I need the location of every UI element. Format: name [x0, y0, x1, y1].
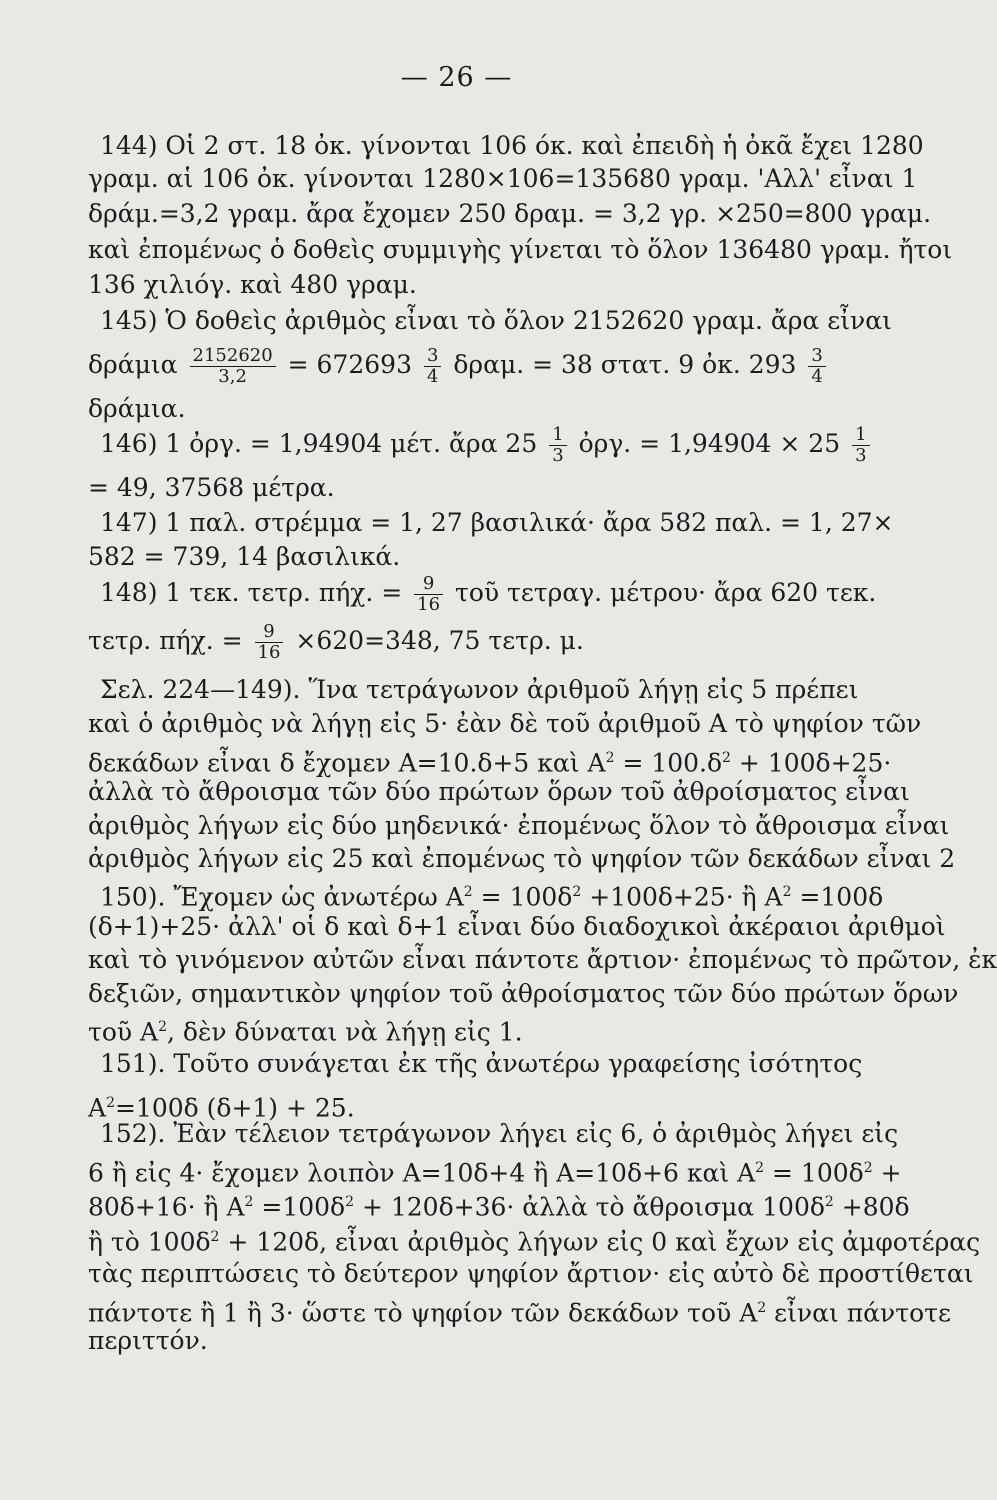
- text-segment: , δὲν δύναται νὰ λήγῃ εἰς 1.: [167, 1017, 523, 1047]
- superscript: 2: [605, 750, 615, 766]
- fraction: $\frac{2152620}{3,2}$: [190, 346, 276, 387]
- text-segment: 148) 1 τεκ. τετρ. πήχ. =: [100, 578, 403, 607]
- text-line: περιττόν.: [88, 1326, 208, 1355]
- text-line: δράμια.: [88, 394, 186, 423]
- text-segment: τετρ. πήχ. =: [88, 626, 243, 655]
- text-line: [88, 1186, 910, 1223]
- text-segment: = 100δ: [772, 1158, 864, 1188]
- superscript: 2: [106, 1095, 115, 1111]
- text-segment: τοῦ τετραγ. μέτρου· ἄρα 620 τεκ.: [455, 578, 877, 607]
- text-segment: +80δ: [841, 1192, 910, 1222]
- text-segment: δραμ. = 38 στατ. 9 ὀκ. 293: [453, 350, 797, 379]
- text-segment: τοῦ Α: [88, 1017, 159, 1047]
- superscript: 2: [244, 1194, 254, 1210]
- text-line: [88, 1152, 902, 1189]
- fraction: $\frac{3}{4}$: [424, 346, 441, 387]
- page-number: — 26 —: [400, 62, 513, 93]
- text-line: [100, 876, 890, 913]
- fraction: $\frac{9}{16}$: [414, 574, 443, 615]
- fraction: $\frac{1}{3}$: [549, 425, 566, 466]
- text-line: [100, 425, 890, 466]
- text-line: γραμ. αἱ 106 ὀκ. γίνονται 1280×106=135680 γραμ. 'Αλλ' εἶναι 1: [88, 164, 918, 193]
- text-line: = 49, 37568 μέτρα.: [88, 473, 335, 502]
- text-line: ἀριθμὸς λήγων εἰς 25 καὶ ἐπομένως τὸ ψηφίον τῶν δεκάδων εἶναι 2: [88, 844, 956, 873]
- superscript: 2: [345, 1194, 355, 1210]
- text-line: δράμ.=3,2 γραμ. ἄρα ἔχομεν 250 δραμ. = 3,2 γρ. ×250=800 γραμ.: [88, 199, 932, 228]
- text-line: 147) 1 παλ. στρέμμα = 1, 27 βασιλικά· ἄρα 582 παλ. = 1, 27×: [100, 508, 894, 537]
- text-segment: 150). Ἔχομεν ὡς ἀνωτέρω Α: [100, 882, 464, 912]
- text-segment: ἢ τὸ 100δ: [88, 1227, 211, 1257]
- text-segment: +: [880, 1158, 902, 1188]
- text-line: [88, 1292, 951, 1329]
- text-line: 145) Ὁ δοθεὶς ἀριθμὸς εἶναι τὸ ὅλον 2152620 γραμ. ἄρα εἶναι: [100, 306, 892, 335]
- text-segment: 80δ+16· ἢ Α: [88, 1192, 245, 1222]
- superscript: 2: [210, 1229, 220, 1245]
- text-segment: + 120δ+36· ἀλλὰ τὸ ἄθροισμα 100δ: [361, 1192, 825, 1222]
- text-line: ἀριθμὸς λήγων εἰς δύο μηδενικά· ἐπομένως ὅλον τὸ ἄθροισμα εἶναι: [88, 811, 950, 840]
- text-segment: ὀργ. = 1,94904 × 25: [578, 429, 841, 458]
- text-line: 136 χιλιόγ. καὶ 480 γραμ.: [88, 270, 417, 299]
- text-line: καὶ ὁ ἀριθμὸς νὰ λήγῃ εἰς 5· ἐὰν δὲ τοῦ ἀριθμοῦ Α τὸ ψηφίον τῶν: [88, 709, 922, 738]
- superscript: 2: [463, 884, 473, 900]
- text-line: καὶ τὸ γινόμενον αὐτῶν εἶναι πάντοτε ἄρτιον· ἐπομένως τὸ πρῶτον, ἐκ: [88, 945, 997, 974]
- text-segment: 6 ἢ εἰς 4· ἔχομεν λοιπὸν Α=10δ+4 ἢ Α=10δ+6 καὶ Α: [88, 1158, 756, 1188]
- text-line: ἀλλὰ τὸ ἄθροισμα τῶν δύο πρώτων ὅρων τοῦ ἀθροίσματος εἶναι: [88, 777, 910, 806]
- text-segment: δεκάδων εἶναι δ ἔχομεν Α=10.δ+5 καὶ Α: [88, 748, 606, 778]
- text-segment: ×620=348, 75 τετρ. μ.: [295, 626, 584, 655]
- text-line: τὰς περιπτώσεις τὸ δεύτερον ψηφίον ἄρτιον· εἰς αὐτὸ δὲ προστίθεται: [88, 1259, 974, 1288]
- text-line: Σελ. 224—149). Ἵνα τετράγωνον ἀριθμοῦ λήγῃ εἰς 5 πρέπει: [100, 675, 859, 704]
- text-segment: =100δ: [799, 882, 884, 912]
- text-line: 151). Τοῦτο συνάγεται ἐκ τῆς ἀνωτέρω γραφείσης ἰσότητος: [100, 1049, 863, 1078]
- text-segment: =100δ (δ+1) + 25.: [114, 1093, 355, 1123]
- superscript: 2: [158, 1019, 168, 1035]
- text-segment: =100δ: [261, 1192, 346, 1222]
- text-segment: πάντοτε ἢ 1 ἢ 3· ὥστε τὸ ψηφίον τῶν δεκάδων τοῦ Α: [88, 1298, 758, 1328]
- superscript: 2: [755, 1160, 765, 1176]
- text-segment: + 120δ, εἶναι ἀριθμὸς λήγων εἰς 0 καὶ ἔχων εἰς ἀμφοτέρας: [227, 1227, 981, 1257]
- text-segment: = 100.δ: [622, 748, 723, 778]
- fraction: $\frac{9}{16}$: [255, 622, 284, 663]
- text-line: καὶ ἐπομένως ὁ δοθεὶς συμμιγὴς γίνεται τὸ ὅλον 136480 γραμ. ἤτοι: [88, 235, 953, 264]
- text-segment: = 100δ: [480, 882, 573, 912]
- text-segment: = 672693: [287, 350, 412, 379]
- fraction: $\frac{3}{4}$: [808, 346, 825, 387]
- text-line: [88, 742, 892, 779]
- text-line: 152). Ἐὰν τέλειον τετράγωνον λήγει εἰς 6, ὁ ἀριθμὸς λήγει εἰς: [100, 1119, 899, 1148]
- superscript: 2: [824, 1194, 834, 1210]
- text-line: δεξιῶν, σημαντικὸν ψηφίον τοῦ ἀθροίσματος τῶν δύο πρώτων ὅρων: [88, 979, 959, 1008]
- text-segment: +100δ+25· ἢ Α: [589, 882, 783, 912]
- text-line: (δ+1)+25· ἀλλ' οἱ δ καὶ δ+1 εἶναι δύο διαδοχικοὶ ἀκέραιοι ἀριθμοὶ: [88, 912, 946, 941]
- text-line: [88, 1011, 878, 1048]
- text-segment: Α: [88, 1093, 107, 1123]
- superscript: 2: [782, 884, 792, 900]
- text-line: 144) Οἱ 2 στ. 18 ὀκ. γίνονται 106 όκ. καὶ ἐπειδὴ ἡ ὀκᾶ ἔχει 1280: [100, 131, 924, 160]
- superscript: 2: [863, 1160, 873, 1176]
- text-line: 582 = 739, 14 βασιλικά.: [88, 542, 401, 571]
- text-segment: + 100δ+25·: [738, 748, 892, 778]
- superscript: 2: [722, 750, 731, 766]
- text-segment: εἶναι πάντοτε: [774, 1298, 951, 1328]
- superscript: 2: [757, 1300, 767, 1316]
- fraction: $\frac{1}{3}$: [852, 425, 869, 466]
- text-line: [100, 574, 890, 615]
- text-line: [88, 1221, 981, 1258]
- text-line: [88, 346, 878, 387]
- text-segment: δράμια: [88, 350, 178, 379]
- text-segment: 146) 1 ὀργ. = 1,94904 μέτ. ἄρα 25: [100, 429, 538, 458]
- superscript: 2: [572, 884, 582, 900]
- text-line: [88, 622, 878, 663]
